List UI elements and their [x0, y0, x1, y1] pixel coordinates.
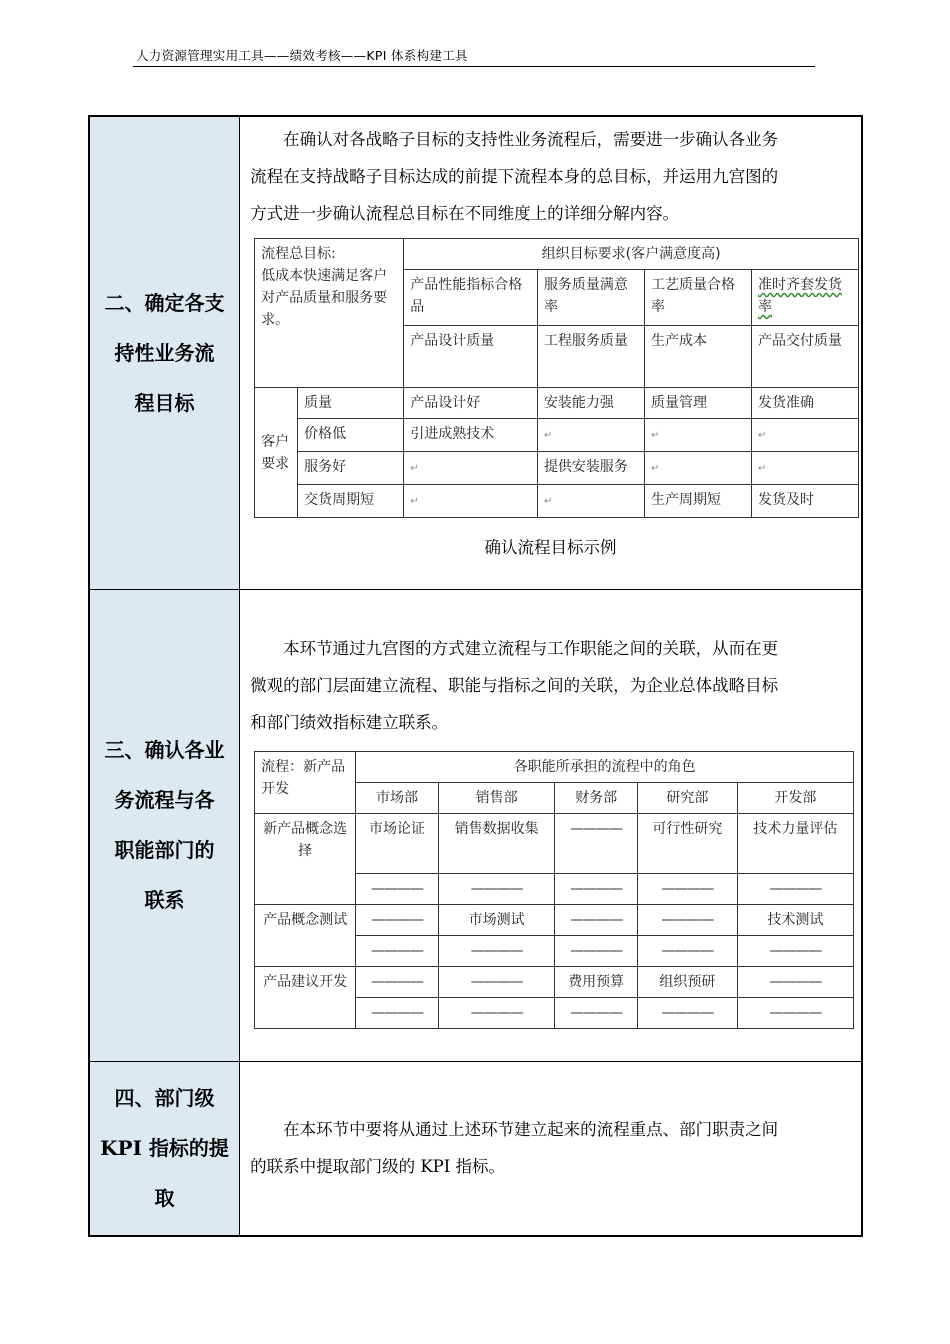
figure-cell: [537, 485, 644, 518]
customer-label: 客户要求: [255, 388, 298, 518]
section-paragraph-4: [240, 1111, 861, 1185]
section-paragraph-3: [240, 630, 861, 741]
org-header: 组织目标要求(客户满意度高): [404, 239, 859, 270]
main-table: [88, 115, 863, 1237]
role-cell: 可行性研究: [638, 813, 738, 873]
section-label-4: [89, 1061, 240, 1236]
figure-col-sub: 生产成本: [644, 326, 751, 388]
dept-header: 销售部: [438, 782, 554, 813]
role-cell: ————: [356, 904, 439, 935]
return-mark: ↵: [758, 430, 767, 441]
header-rule: [133, 66, 815, 67]
figure-cell: 发货及时: [752, 485, 859, 518]
return-mark: ↵: [543, 430, 553, 441]
label-line: 二、确定各支: [104, 290, 225, 315]
role-cell: 市场测试: [438, 904, 554, 935]
section-label-2: [89, 116, 240, 589]
label-line: 程目标: [134, 390, 195, 415]
label-line: 四、部门级: [114, 1086, 215, 1111]
figure-caption: 确认流程目标示例: [484, 538, 617, 557]
role-cell: ————: [737, 966, 853, 997]
role-cell: ————: [555, 935, 638, 966]
role-cell: ————: [438, 997, 554, 1028]
figure-col-sub: 工程服务质量: [537, 326, 644, 388]
role-cell: 技术力量评估: [737, 813, 853, 873]
para-line: 微观的部门层面建立流程、职能与指标之间的关联，为企业总体战略目标: [250, 675, 779, 695]
role-cell: ————: [638, 935, 738, 966]
return-mark: ↵: [410, 496, 419, 507]
section-label-3: [89, 589, 240, 1061]
role-cell: ————: [555, 904, 638, 935]
role-cell: ————: [555, 873, 638, 904]
goal-desc: 低成本快速满足客户对产品质量和服务要求。: [261, 268, 388, 328]
label-line: 三、确认各业: [104, 738, 225, 762]
label-line: 务流程与各: [114, 788, 215, 812]
role-cell: ————: [638, 997, 738, 1028]
dept-header: 研究部: [638, 782, 738, 813]
role-cell: ————: [737, 997, 853, 1028]
label-line: KPI 指标的提: [100, 1136, 229, 1161]
section-content-3: [240, 589, 862, 1061]
role-cell: ————: [737, 935, 853, 966]
label-line: 取: [154, 1186, 175, 1211]
figure-row-name: 服务好: [298, 452, 404, 485]
dept-header: 财务部: [555, 782, 638, 813]
dept-header: 开发部: [737, 782, 853, 813]
process-row-name: 新产品概念选择: [255, 813, 356, 904]
role-cell: ————: [356, 966, 439, 997]
process-row-name: 产品概念测试: [255, 904, 356, 966]
figure-col-header: 产品性能指标合格品: [404, 270, 538, 326]
goal-title: 流程总目标:: [261, 246, 336, 262]
role-cell: ————: [438, 966, 554, 997]
return-mark: ↵: [543, 496, 553, 507]
role-cell: ————: [555, 813, 638, 873]
para-line: 在本环节中要将从通过上述环节建立起来的流程重点、部门职责之间: [283, 1120, 779, 1140]
goal-cell: [255, 239, 404, 388]
figure-row-name: 交货周期短: [298, 485, 404, 518]
process-row-name: 产品建议开发: [255, 966, 356, 1028]
role-cell: ————: [438, 873, 554, 904]
figure-col-header: 准时齐套发货率: [752, 270, 859, 326]
figure-col-header: 服务质量满意率: [537, 270, 644, 326]
para-line: 在确认对各战略子目标的支持性业务流程后，需要进一步确认各业务: [283, 130, 779, 149]
para-line: 的联系中提取部门级的 KPI 指标。: [250, 1157, 506, 1177]
figure-cell: [404, 452, 538, 485]
figure-col-sub: 产品设计质量: [404, 326, 538, 388]
process-goal-figure: [254, 238, 859, 518]
role-cell: ————: [638, 873, 738, 904]
figure-col-header: 工艺质量合格率: [644, 270, 751, 326]
section-paragraph-2: [240, 121, 861, 232]
return-mark: ↵: [650, 463, 660, 474]
role-cell: ————: [555, 997, 638, 1028]
role-cell: ————: [356, 873, 439, 904]
role-cell: 技术测试: [737, 904, 853, 935]
dept-role-figure: [254, 751, 854, 1029]
role-cell: ————: [638, 904, 738, 935]
label-line: 联系: [144, 888, 185, 912]
para-line: 本环节通过九宫图的方式建立流程与工作职能之间的关联，从而在更: [283, 638, 779, 658]
section-row-2: [89, 116, 862, 589]
figure-cell: [404, 485, 538, 518]
section-row-3: [89, 589, 862, 1061]
figure-cell: 安装能力强: [537, 388, 644, 419]
figure-cell: 质量管理: [644, 388, 751, 419]
page-header: 人力资源管理实用工具——绩效考核——KPI 体系构建工具: [136, 48, 468, 63]
label-line: 职能部门的: [114, 838, 215, 862]
figure-col-sub: 产品交付质量: [752, 326, 859, 388]
return-mark: ↵: [410, 463, 419, 474]
figure-cell: 提供安装服务: [537, 452, 644, 485]
figure-cell: [752, 419, 859, 452]
figure-cell: [644, 452, 751, 485]
figure-cell: 引进成熟技术: [404, 419, 538, 452]
section-row-4: [89, 1061, 862, 1236]
role-cell: ————: [438, 935, 554, 966]
role-cell: ————: [356, 997, 439, 1028]
para-line: 和部门绩效指标建立联系。: [250, 712, 449, 732]
role-cell: ————: [356, 935, 439, 966]
label-line: 持性业务流: [114, 340, 215, 365]
role-cell: 费用预算: [555, 966, 638, 997]
figure-cell: 生产周期短: [644, 485, 751, 518]
role-cell: 组织预研: [638, 966, 738, 997]
figure-cell: 发货准确: [752, 388, 859, 419]
figure-cell: [752, 452, 859, 485]
figure-cell: [537, 419, 644, 452]
corner-cell: 流程：新产品开发: [255, 751, 356, 813]
role-cell: ————: [737, 873, 853, 904]
figure-cell: 产品设计好: [404, 388, 538, 419]
role-cell: 市场论证: [356, 813, 439, 873]
figure-row-name: 价格低: [298, 419, 404, 452]
section-content-2: [240, 116, 862, 589]
role-cell: 销售数据收集: [438, 813, 554, 873]
para-line: 流程在支持战略子目标达成的前提下流程本身的总目标，并运用九宫图的: [250, 167, 779, 186]
section-content-4: [240, 1061, 862, 1236]
return-mark: ↵: [650, 430, 660, 441]
dept-header: 市场部: [356, 782, 439, 813]
para-line: 方式进一步确认流程总目标在不同维度上的详细分解内容。: [250, 204, 680, 223]
figure-row-name: 质量: [298, 388, 404, 419]
figure-cell: [644, 419, 751, 452]
roles-header: 各职能所承担的流程中的角色: [356, 751, 854, 782]
return-mark: ↵: [758, 463, 767, 474]
